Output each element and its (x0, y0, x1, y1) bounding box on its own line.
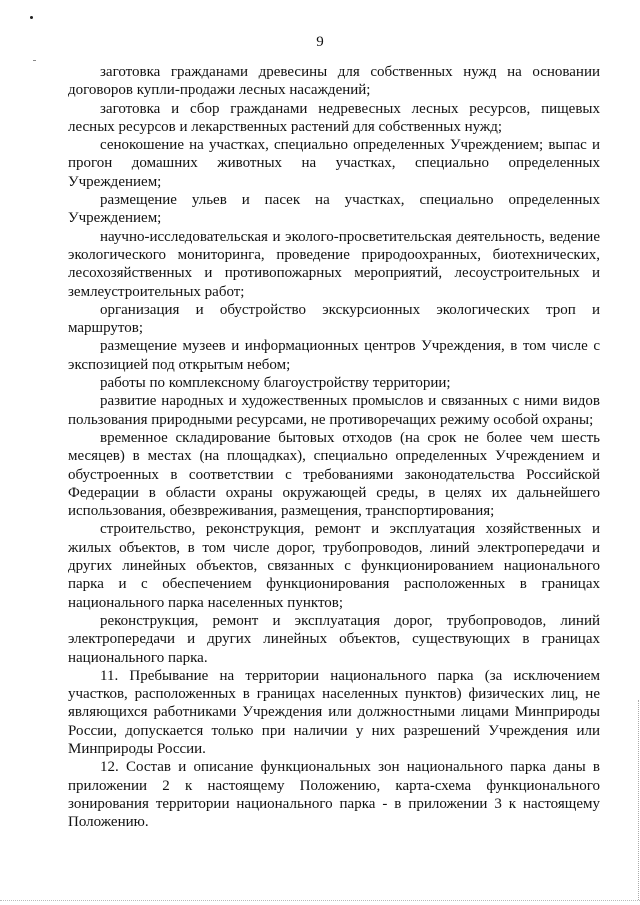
paragraph: заготовка гражданами древесины для собственных нужд на основании договоров купли-продажи лесных насаждений; (68, 64, 600, 99)
paragraph: развитие народных и художественных промыслов и связанных с ними видов пользования природными ресурсами, не противоречащих режиму особой охраны; (68, 393, 600, 428)
paragraph: организация и обустройство экскурсионных экологических троп и маршрутов; (68, 301, 600, 337)
page-number: 9 (316, 34, 324, 50)
scan-mark (30, 16, 33, 19)
paragraph: 11. Пребывание на территории национального парка (за исключением участков, расположенных в границах населенных пунктов) физических лиц, не являющихся работниками Учреждения или должностными лицами Минприроды России, допускается только при наличии у них разрешений Учреждения или Минприроды России. (68, 667, 600, 757)
paragraph: научно-исследовательская и эколого-просветительская деятельность, ведение экологического мониторинга, проведение природоохранных, биотехнических, лесохозяйственных и противопожарных мероприятий, лесоустроительных и землеустроительных работ; (68, 228, 600, 300)
scan-edge (0, 899, 640, 901)
scan-mark (33, 60, 36, 61)
paragraph: сенокошение на участках, специально определенных Учреждением; выпас и прогон домашних животных на участках, специально определенных Учреждением; (68, 137, 600, 190)
paragraph: реконструкция, ремонт и эксплуатация дорог, трубопроводов, линий электропередачи и других линейных объектов, существующих в границах национального парка. (68, 612, 600, 666)
paragraph: работы по комплексному благоустройству территории; (100, 375, 451, 392)
paragraph: заготовка и сбор гражданами недревесных лесных ресурсов, пищевых лесных ресурсов и лекарственных растений для собственных нужд; (68, 100, 600, 135)
scan-edge (637, 700, 639, 900)
paragraph: строительство, реконструкция, ремонт и эксплуатация хозяйственных и жилых объектов, в том числе дорог, трубопроводов, линий электропередачи и других линейных объектов, связанных с функционированием национального парка и с обеспечением функционирования расположенных в границах национального парка населенных пунктов; (68, 521, 600, 611)
paragraph: размещение музеев и информационных центров Учреждения, в том числе с экспозицией под открытым небом; (68, 338, 600, 373)
paragraph: размещение ульев и пасек на участках, специально определенных Учреждением; (68, 192, 600, 227)
paragraph: временное складирование бытовых отходов (на срок не более чем шесть месяцев) в местах (на площадках), специально определенных Учреждением и обустроенных в соответствии с требованиями законодательства Российской Федерации в области охраны окружающей среды, в целях их дальнейшего использования, обезвреживания, размещения, транспортирования; (68, 429, 600, 520)
paragraph: 12. Состав и описание функциональных зон национального парка даны в приложении 2 к настоящему Положению, карта-схема функционального зонирования территории национального парка - в приложении 3 к настоящему Положению. (68, 759, 600, 831)
document-body (68, 63, 600, 831)
